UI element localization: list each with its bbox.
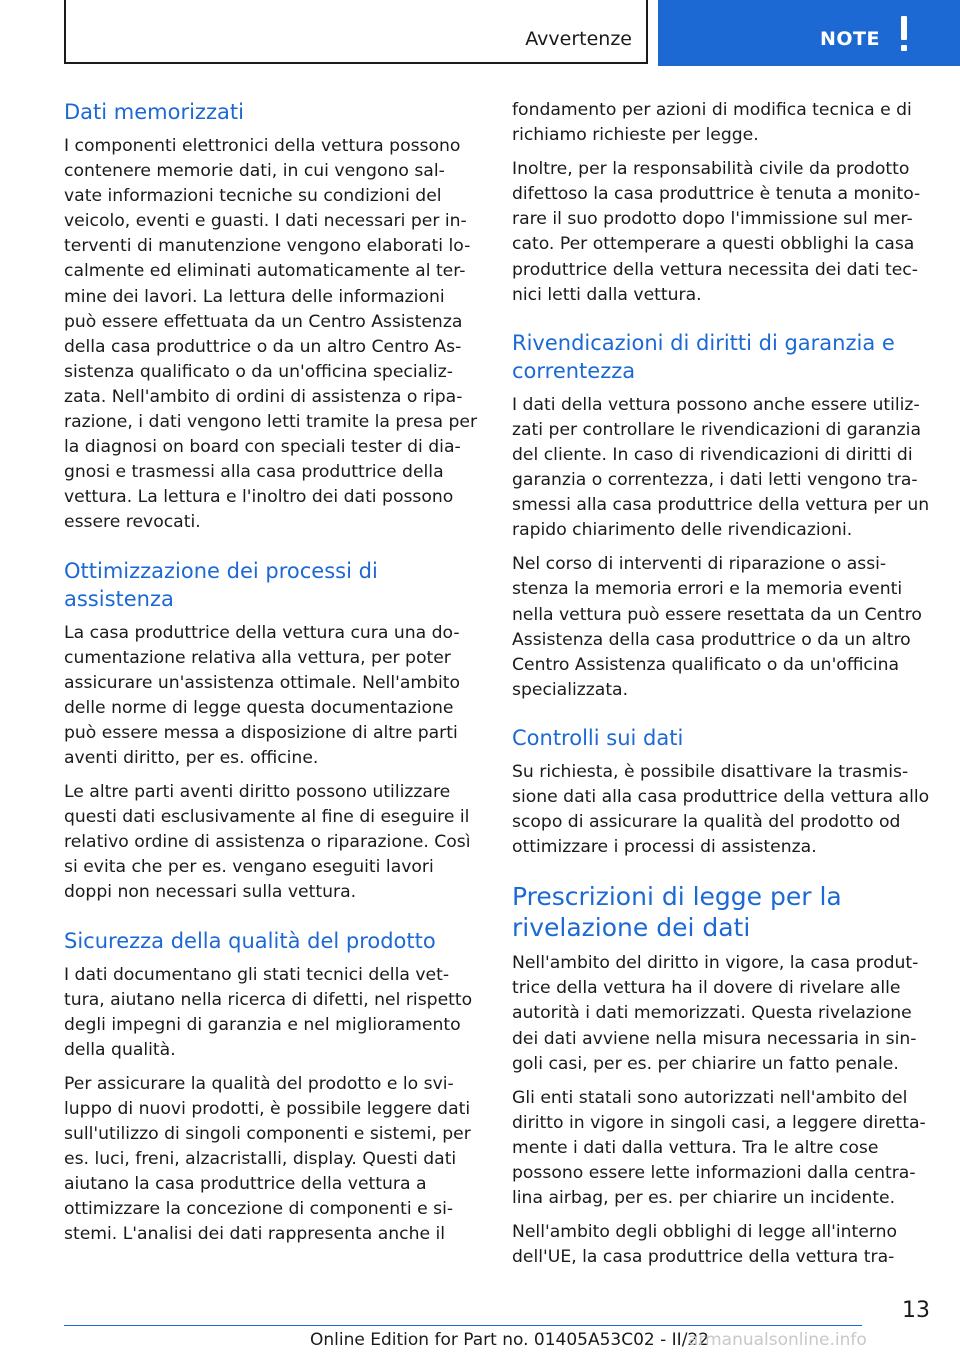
paragraph: Nel corso di interventi di riparazione o assi- stenza la memoria errori e la memoria eventi nella vettura può essere resettata da un Centro Assistenza della casa produttrice o da un altro Centro Assistenza qualificato o da un'officina specializzata.	[512, 554, 922, 700]
heading-prescrizioni-legge: Prescrizioni di legge per la rivelazione dei dati	[512, 882, 842, 943]
paragraph: Nell'ambito degli obblighi di legge all'interno dell'UE, la casa produttrice della vettura tra-	[512, 1222, 898, 1268]
paragraph: La casa produttrice della vettura cura una do- cumentazione relativa alla vettura, per poter assicurare un'assistenza ottimale. Nell'ambito delle norme di legge questa documentazione può essere messa a disposizione di altre parti aventi diritto, per es. officine.	[64, 622, 461, 768]
watermark: armanualsonline.info	[688, 1330, 867, 1350]
paragraph: Su richiesta, è possibile disattivare la trasmis- sione dati alla casa produttrice della vettura allo scopo di assicurare la qualità del prodotto od ottimizzare i processi di assistenza.	[512, 761, 930, 858]
edition-text: Online Edition for Part no. 01405A53C02 - II/22	[310, 1330, 710, 1350]
footer-divider	[64, 1325, 862, 1326]
header-section-box	[64, 0, 648, 64]
right-column	[512, 98, 932, 1279]
heading-ottimizzazione: Ottimizzazione dei processi di assistenza	[64, 558, 378, 611]
note-tab	[658, 0, 960, 66]
left-column	[64, 98, 482, 1257]
heading-dati-memorizzati: Dati memorizzati	[64, 100, 244, 124]
heading-sicurezza-qualita: Sicurezza della qualità del prodotto	[64, 928, 436, 953]
paragraph: Per assicurare la qualità del prodotto e lo svi- luppo di nuovi prodotti, è possibile leggere dati sull'utilizzo di singoli componenti e sistemi, per es. luci, freni, alzacristalli, display. Questi dati aiutano la casa produttrice della vettura a ottimizzare la concezione di componenti e si- stemi. L'analisi dei dati rappresenta anche il	[64, 1073, 471, 1245]
paragraph: I dati documentano gli stati tecnici della vet- tura, aiutano nella ricerca di difetti, nel rispetto degli impegni di garanzia e nel miglioramento della qualità.	[64, 964, 473, 1060]
heading-rivendicazioni: Rivendicazioni di diritti di garanzia e correntezza	[512, 330, 895, 383]
section-title: Avvertenze	[525, 28, 632, 50]
exclamation-icon	[898, 16, 910, 56]
paragraph: Nell'ambito del diritto in vigore, la casa produt- trice della vettura ha il dovere di rivelare alle autorità i dati memorizzati. Questa rivelazione dei dati avviene nella misura necessaria in sin- goli casi, per es. per chiarire un fatto penale.	[512, 953, 919, 1074]
paragraph: Inoltre, per la responsabilità civile da prodotto difettoso la casa produttrice è tenuta a monito- rare il suo prodotto dopo l'immissione sul mer- cato. Per ottemperare a questi obblighi la casa produttrice della vettura necessita dei dati tec- nici letti dalla vettura.	[512, 159, 921, 305]
paragraph: Le altre parti aventi diritto possono utilizzare questi dati esclusivamente al fine di eseguire il relativo ordine di assistenza o riparazione. Così si evita che per es. vengano eseguiti lavori doppi non necessari sulla vettura.	[64, 782, 471, 903]
page-number: 13	[902, 1298, 930, 1323]
paragraph: Gli enti statali sono autorizzati nell'ambito del diritto in vigore in singoli casi, a leggere diretta- mente i dati dalla vettura. Tra le altre cose possono essere lette informazioni dalla centra- lina airbag, per es. per chiarire un incidente.	[512, 1087, 926, 1209]
note-tab-label: NOTE	[820, 28, 880, 50]
paragraph: I componenti elettronici della vettura possono contenere memorie dati, in cui vengono sal- vate informazioni tecniche su condizioni del veicolo, eventi e guasti. I dati necessari per in- terventi di manutenzione vengono elaborati lo- calmente ed eliminati automaticamente al ter- mine dei lavori. La lettura delle informazioni può essere effettuata da un Centro Assistenza della casa produttrice o da un altro Centro As- sistenza qualificato o da un'officina specializ- zata. Nell'ambito di ordini di assistenza o ripa- razione, i dati vengono letti tramite la presa per la diagnosi on board con speciali tester di dia- gnosi e trasmessi alla casa produttrice della vettura. La lettura e l'inoltro dei dati possono essere revocati.	[64, 136, 478, 533]
paragraph: fondamento per azioni di modifica tecnica e di richiamo richieste per legge.	[512, 100, 912, 146]
heading-controlli-dati: Controlli sui dati	[512, 725, 684, 750]
paragraph: I dati della vettura possono anche essere utiliz- zati per controllare le rivendicazioni di garanzia del cliente. In caso di rivendicazioni di diritti di garanzia o correntezza, i dati letti vengono tra- smessi alla casa produttrice della vettura per un rapido chiarimento delle rivendicazioni.	[512, 394, 930, 541]
